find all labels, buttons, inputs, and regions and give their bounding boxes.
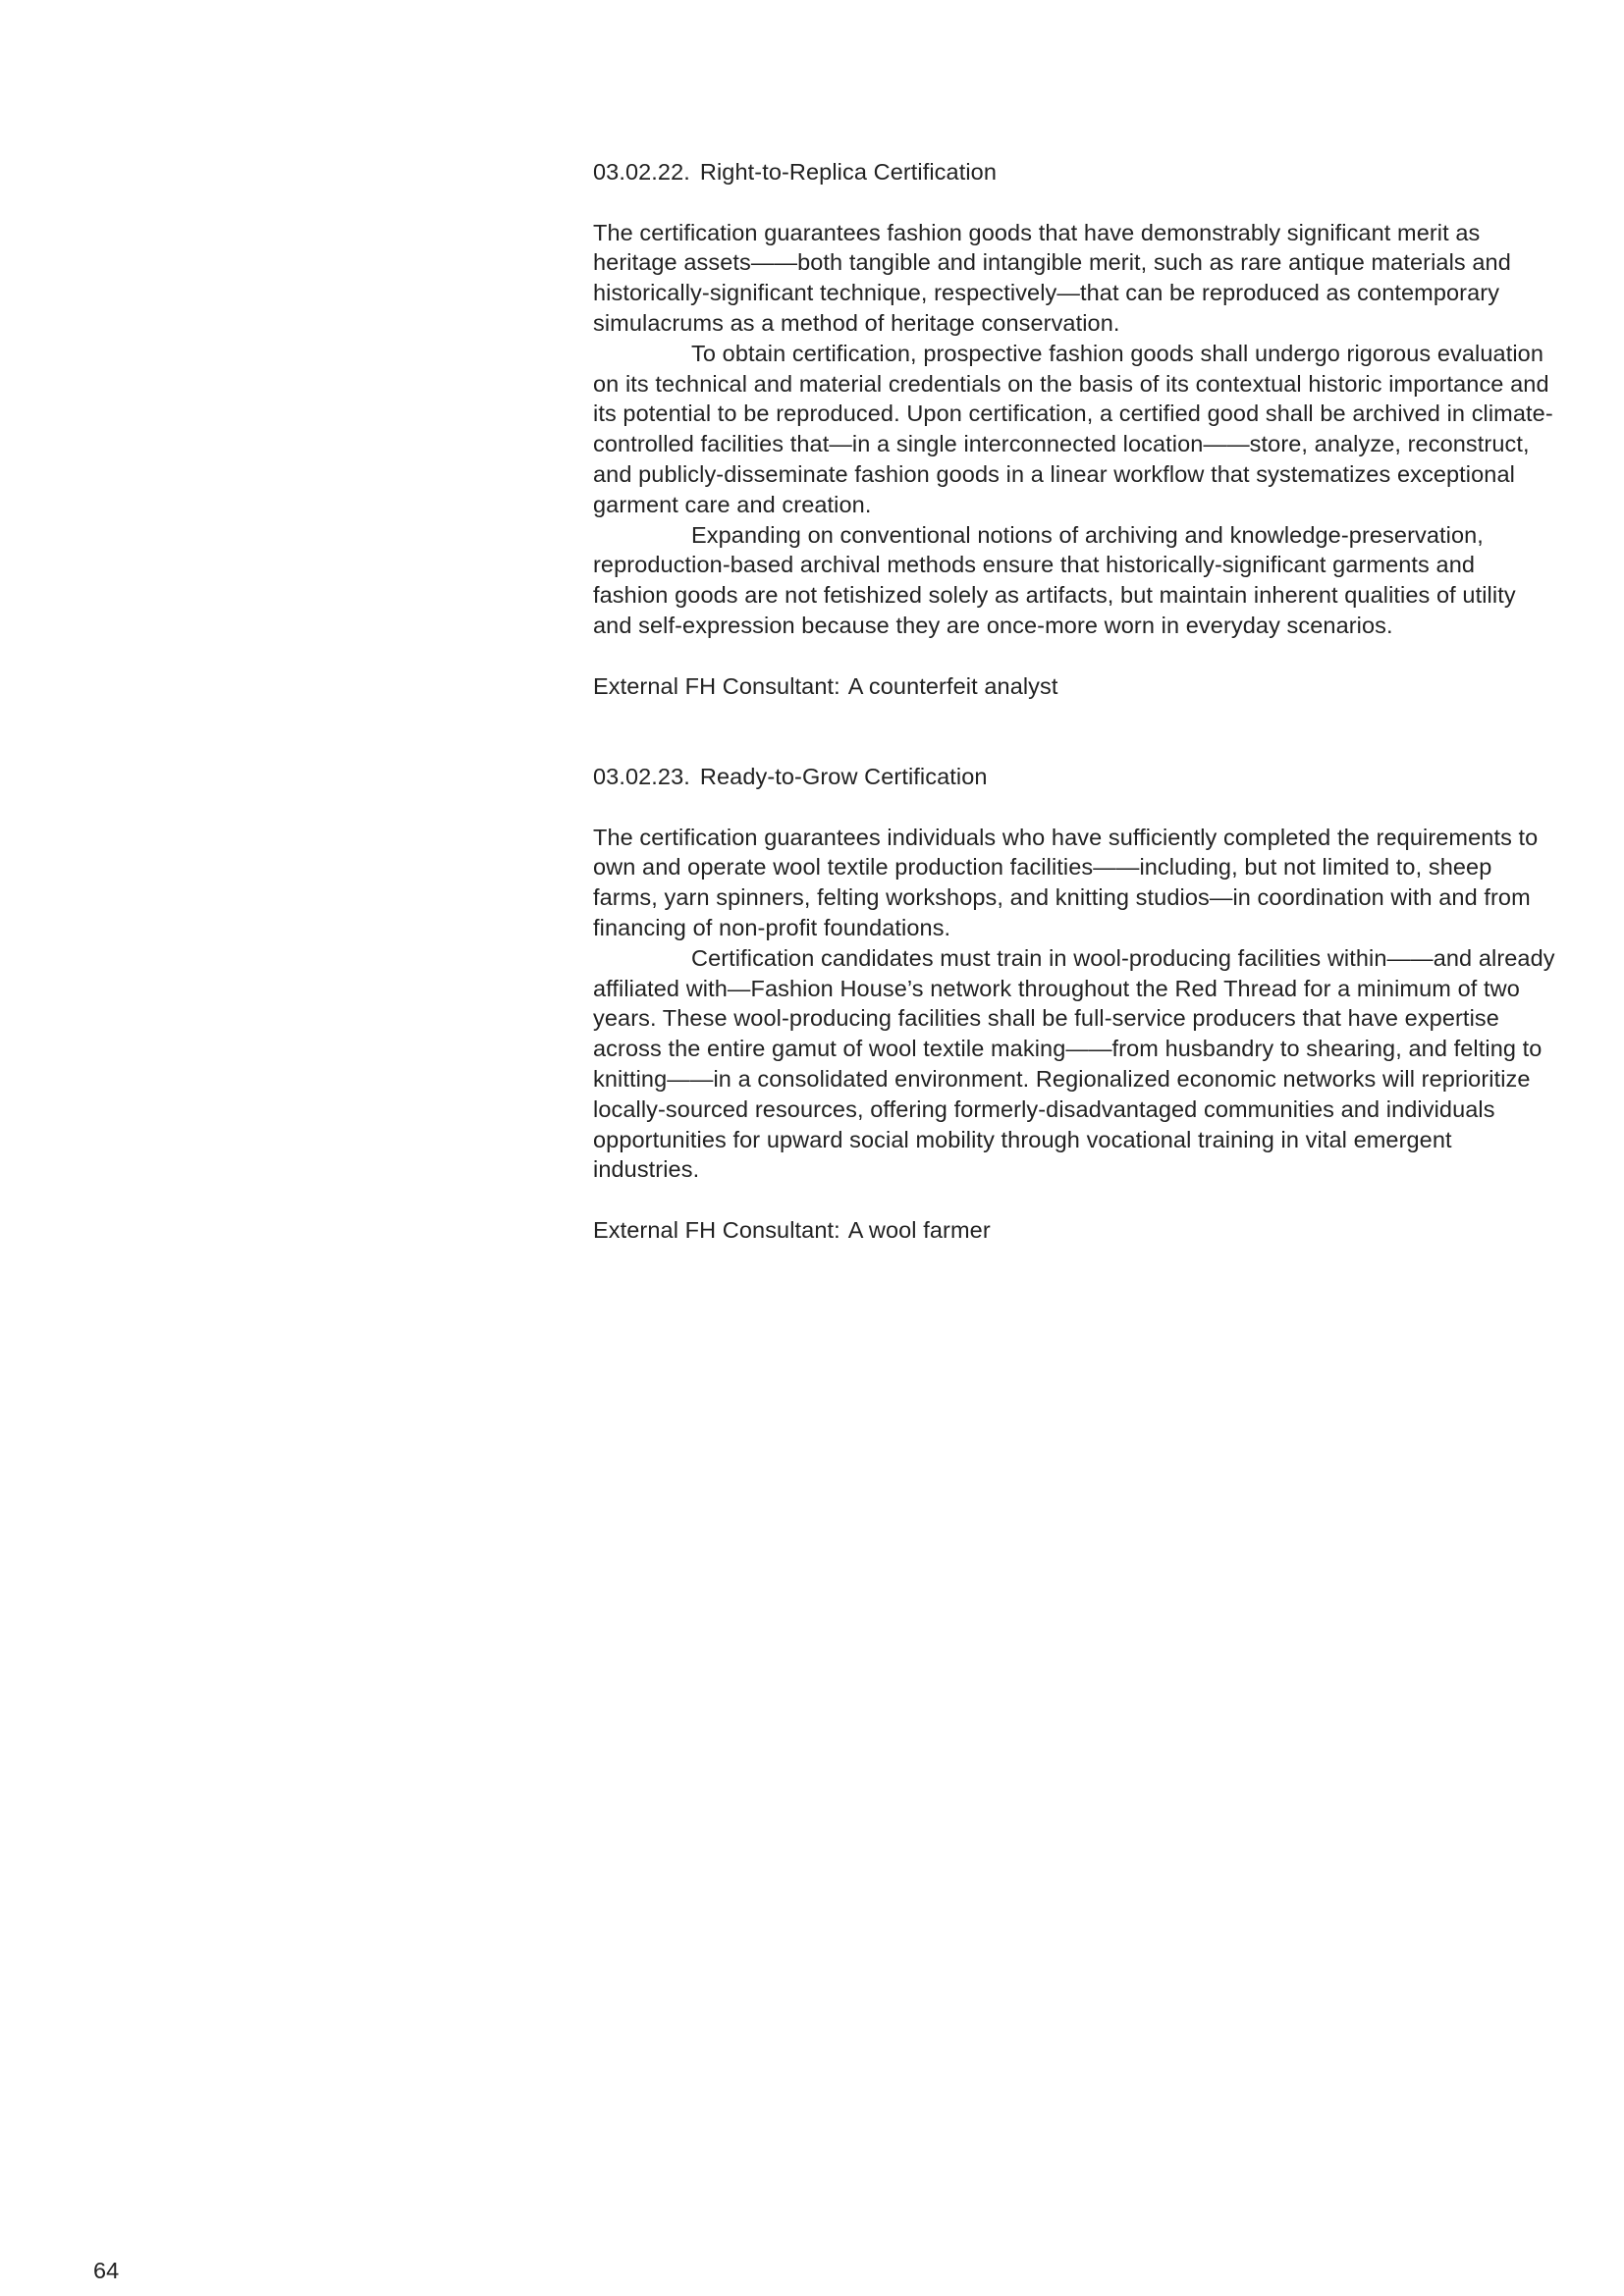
section-right-to-replica [593, 157, 1555, 701]
section-heading [593, 762, 1555, 792]
page-number: 64 [93, 2258, 120, 2283]
consultant-line [593, 671, 1555, 702]
consultant-line [593, 1215, 1555, 1246]
section-heading [593, 157, 1555, 187]
section-number: 03.02.22. [593, 159, 690, 185]
section-number: 03.02.23. [593, 763, 690, 789]
consultant-value: A wool farmer [847, 1216, 991, 1243]
paragraph: The certification guarantees individuals who have sufficiently completed the requirements to own and operate wool textile production facilities——including, but not limited to, sheep farms, yarn spinners, felting workshops, and knitting studios—in coordination with and from financing of non-profit foundations. [593, 824, 1539, 940]
paragraph: To obtain certification, prospective fashion goods shall undergo rigorous evaluation on its technical and material credentials on the basis of its contextual historic importance and its potential to be reproduced. Upon certification, a certified good shall be archived in climate-controlled facilities that—in a single interconnected location——store, analyze, reconstruct, and publicly-disseminate fashion goods in a linear workflow that systematizes exceptional garment care and creation. [593, 340, 1553, 517]
section-title: Right-to-Replica Certification [699, 159, 997, 185]
paragraph: Certification candidates must train in wool-producing facilities within——and already affiliated with—Fashion House’s network throughout the Red Thread for a minimum of two years. These wool-producing facilities shall be full-service producers that have expertise across the entire gamut of wool textile making——from husbandry to shearing, and felting to knitting——in a consolidated environment. Regionalized economic networks will reprioritize locally-sourced resources, offering formerly-disadvantaged communities and individuals opportunities for upward social mobility through vocational training in vital emergent industries. [593, 944, 1555, 1183]
page-body [593, 157, 1555, 1246]
consultant-value: A counterfeit analyst [847, 672, 1058, 699]
section-ready-to-grow [593, 762, 1555, 1246]
paragraph: Expanding on conventional notions of archiving and knowledge-preservation, reproduction-based archival methods ensure that historically-significant garments and fashion goods are not fetishized solely as artifacts, but maintain inherent qualities of utility and self-expression because they are once-more worn in everyday scenarios. [593, 521, 1516, 638]
consultant-label: External FH Consultant: [593, 672, 840, 699]
paragraph: The certification guarantees fashion goods that have demonstrably significant merit as heritage assets——both tangible and intangible merit, such as rare antique materials and historically-significant technique, respectively—that can be reproduced as contemporary simulacrums as a method of heritage conservation. [593, 219, 1511, 336]
section-title: Ready-to-Grow Certification [699, 763, 988, 789]
consultant-label: External FH Consultant: [593, 1216, 840, 1243]
